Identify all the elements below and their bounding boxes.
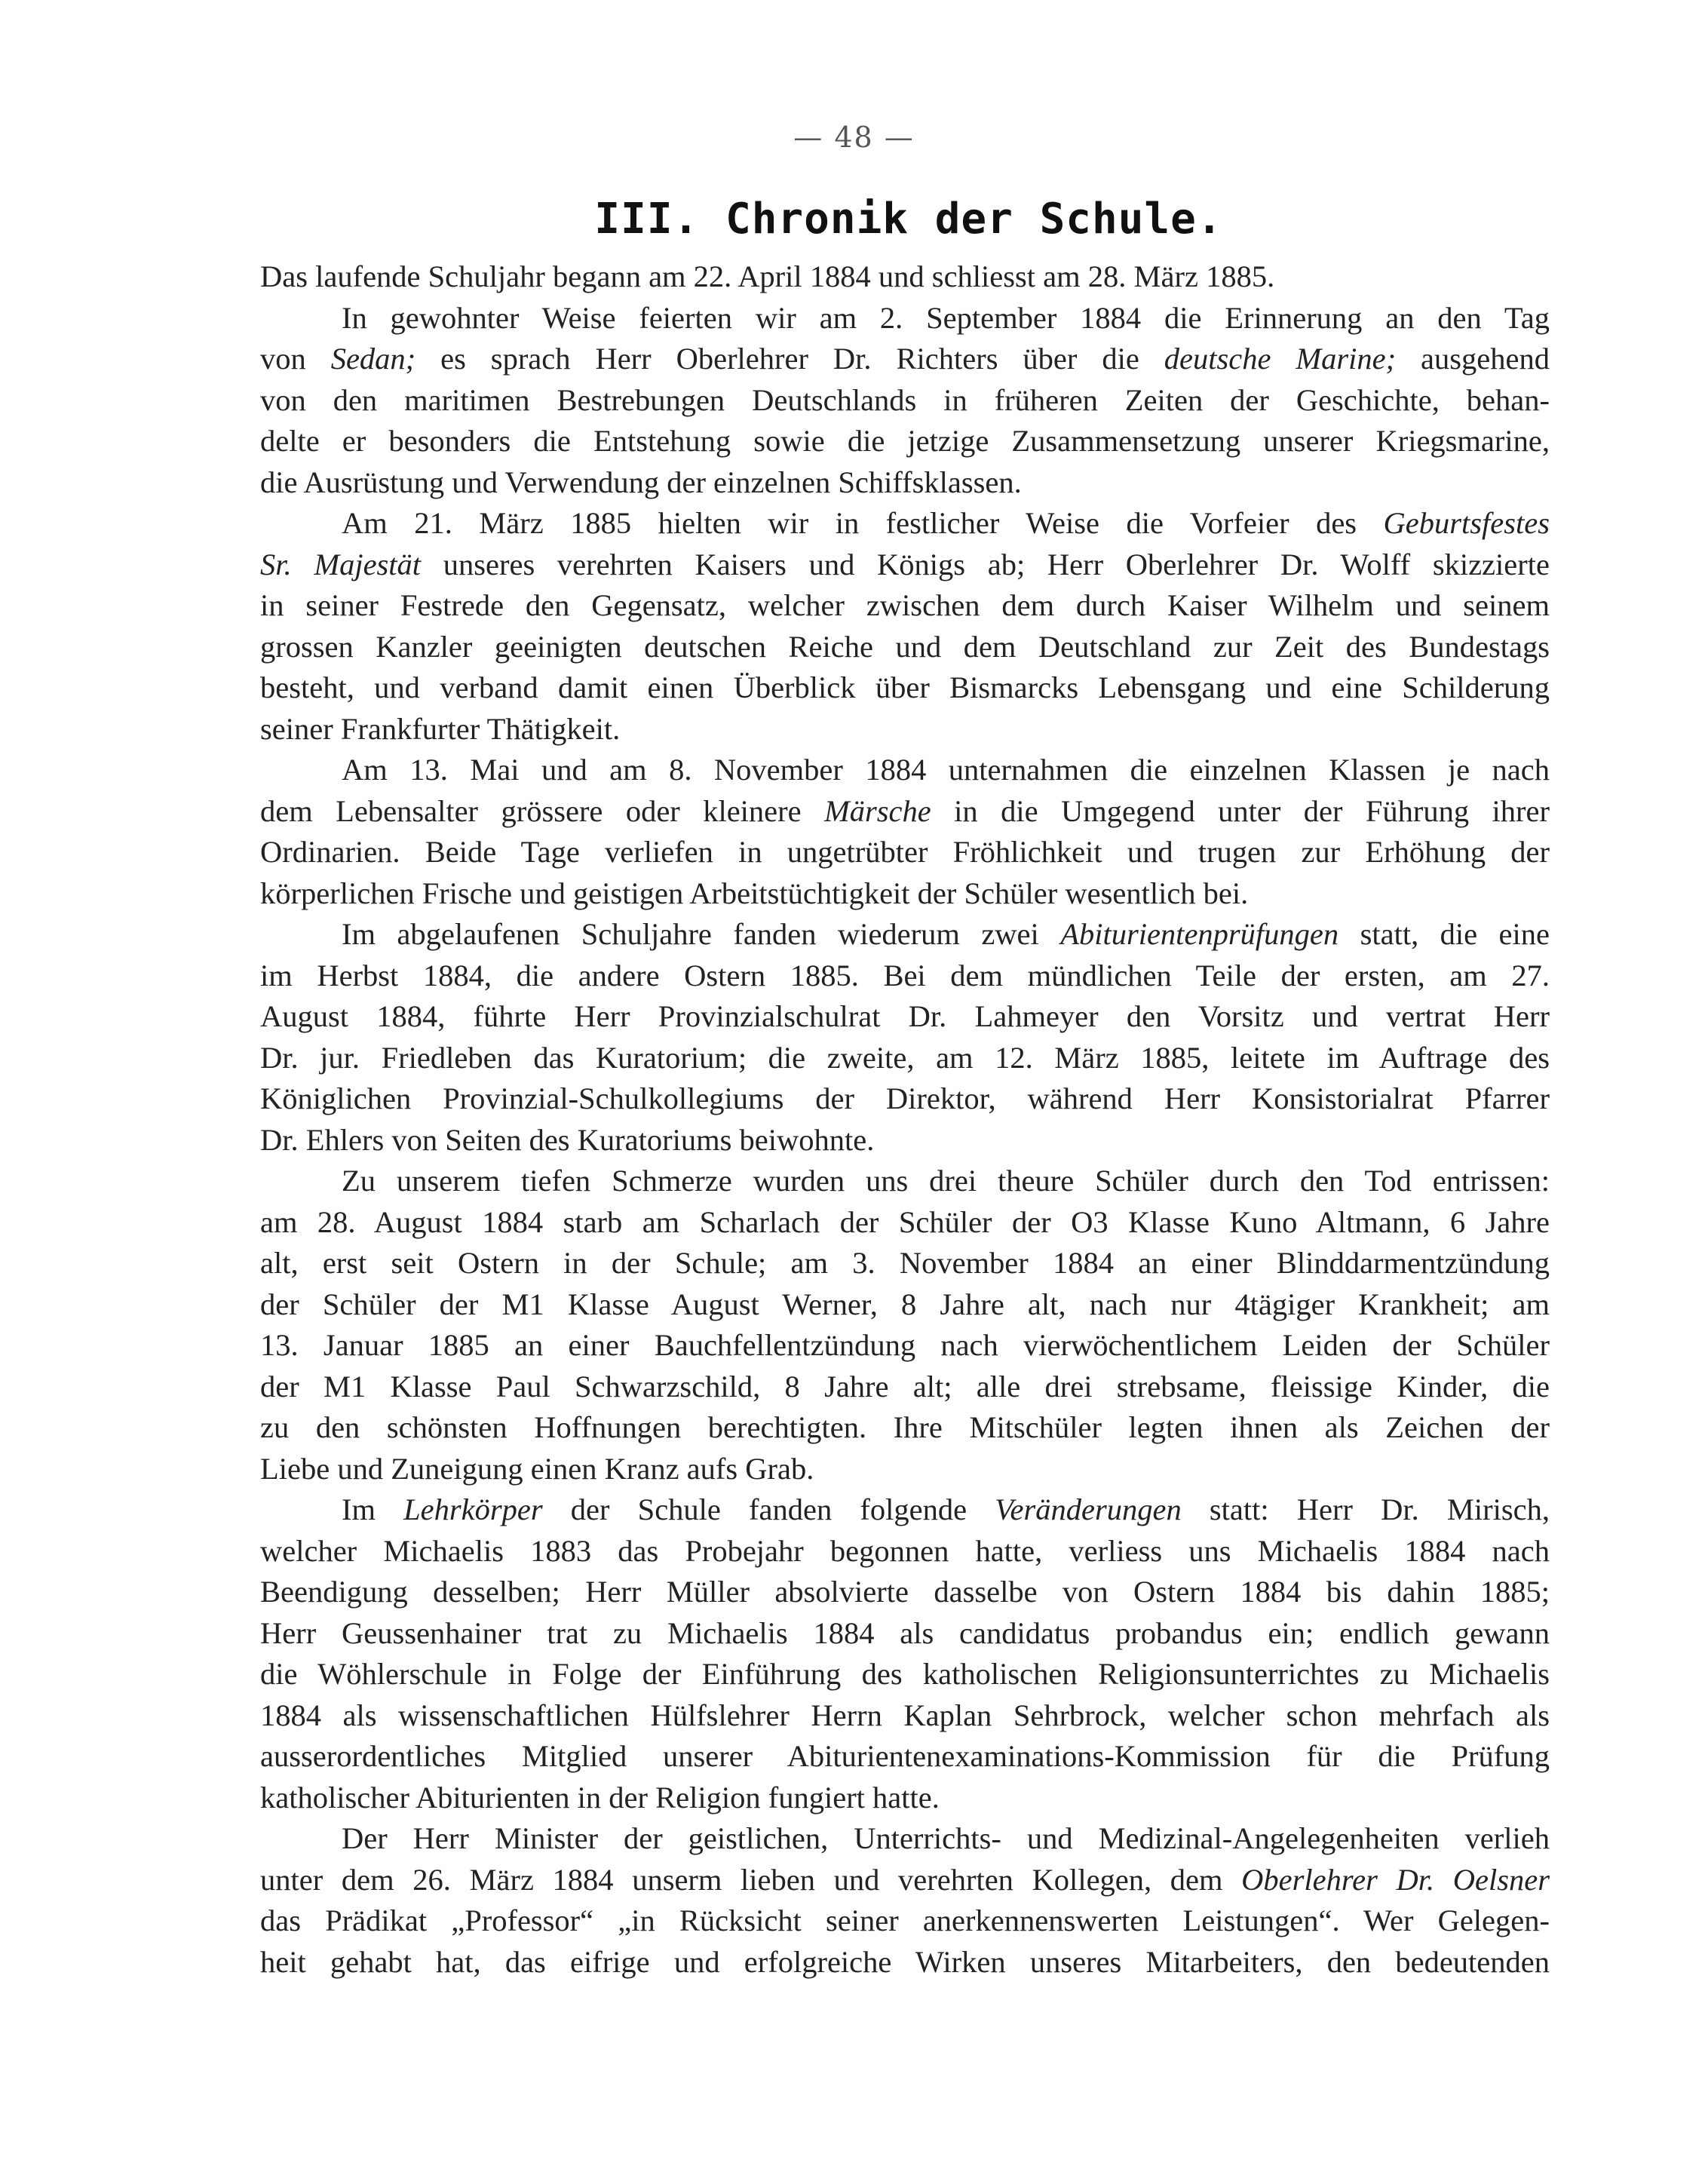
paragraph bbox=[260, 503, 1550, 750]
text-line: grossen Kanzler geeinigten deutschen Reiche und dem Deutschland zur Zeit des Bundestags bbox=[260, 629, 1550, 664]
paragraph bbox=[260, 750, 1550, 914]
emphasis: Märsche bbox=[824, 793, 931, 828]
text-line: das Prädikat „Professor“ „in Rücksicht seiner anerkennenswerten Leistungen“. Wer Gelegen- bbox=[260, 1903, 1550, 1937]
text-line: Im abgelaufenen Schuljahre fanden wiederum zwei Abiturientenprüfungen statt, die eine bbox=[342, 917, 1550, 951]
text-line: zu den schönsten Hoffnungen berechtigten. Ihre Mitschüler legten ihnen als Zeichen der bbox=[260, 1410, 1550, 1444]
emphasis: Lehrkörper bbox=[403, 1492, 543, 1526]
text-line: besteht, und verband damit einen Überblick über Bismarcks Lebensgang und eine Schilderung bbox=[260, 670, 1550, 704]
emphasis: deutsche Marine; bbox=[1164, 342, 1397, 376]
text-line: Der Herr Minister der geistlichen, Unterrichts- und Medizinal-Angelegenheiten verlieh bbox=[342, 1821, 1550, 1855]
text-line: Das laufende Schuljahr begann am 22. April 1884 und schliesst am 28. März 1885. bbox=[260, 259, 1275, 293]
paragraph bbox=[260, 1818, 1550, 1983]
text-line: Liebe und Zuneigung einen Kranz aufs Grab. bbox=[260, 1451, 814, 1486]
text-line: die Wöhlerschule in Folge der Einführung des katholischen Religionsunterrichtes zu Michaelis bbox=[260, 1657, 1550, 1691]
text-line: welcher Michaelis 1883 das Probejahr begonnen hatte, verliess uns Michaelis 1884 nach bbox=[260, 1533, 1550, 1568]
page-number: — 48 — bbox=[793, 121, 915, 154]
text-line: heit gehabt hat, das eifrige und erfolgreiche Wirken unseres Mitarbeiters, den bedeutenden bbox=[260, 1944, 1550, 1979]
text-line: Dr. Ehlers von Seiten des Kuratoriums beiwohnte. bbox=[260, 1122, 875, 1157]
text-line: Sr. Majestät unseres verehrten Kaisers und Königs ab; Herr Oberlehrer Dr. Wolff skizzierte bbox=[260, 547, 1550, 581]
text-line: die Ausrüstung und Verwendung der einzelnen Schiffsklassen. bbox=[260, 465, 1022, 499]
text-line: seiner Frankfurter Thätigkeit. bbox=[260, 711, 621, 746]
paragraph bbox=[260, 914, 1550, 1161]
text-line: am 28. August 1884 starb am Scharlach der Schüler der O3 Klasse Kuno Altmann, 6 Jahre bbox=[260, 1204, 1550, 1239]
text-line: Am 13. Mai und am 8. November 1884 unternahmen die einzelnen Klassen je nach bbox=[342, 753, 1550, 787]
text-line: Beendigung desselben; Herr Müller absolvierte dasselbe von Ostern 1884 bis dahin 1885; bbox=[260, 1575, 1550, 1609]
text-line: Königlichen Provinzial-Schulkollegiums der Direktor, während Herr Konsistorialrat Pfarrer bbox=[260, 1081, 1550, 1115]
text-line: 1884 als wissenschaftlichen Hülfslehrer Herrn Kaplan Sehrbrock, welcher schon mehrfach als bbox=[260, 1698, 1550, 1732]
emphasis: Abiturientenprüfungen bbox=[1060, 917, 1339, 951]
text-line: von Sedan; es sprach Herr Oberlehrer Dr. Richters über die deutsche Marine; ausgehend bbox=[260, 342, 1550, 376]
emphasis: Sedan; bbox=[330, 342, 416, 376]
text-line: körperlichen Frische und geistigen Arbeitstüchtigkeit der Schüler wesentlich bei. bbox=[260, 876, 1249, 910]
text-line: ausserordentliches Mitglied unserer Abiturientenexaminations-Kommission für die Prüfung bbox=[260, 1739, 1550, 1773]
text-line: Im Lehrkörper der Schule fanden folgende Veränderungen statt: Herr Dr. Mirisch, bbox=[342, 1492, 1550, 1526]
text-line: im Herbst 1884, die andere Ostern 1885. Bei dem mündlichen Teile der ersten, am 27. bbox=[260, 958, 1550, 992]
text-line: der M1 Klasse Paul Schwarzschild, 8 Jahre alt; alle drei strebsame, fleissige Kinder, die bbox=[260, 1369, 1550, 1403]
chronicle-body-text bbox=[260, 256, 1550, 1983]
paragraph bbox=[260, 256, 1550, 298]
paragraph bbox=[260, 1489, 1550, 1818]
paragraph bbox=[260, 1161, 1550, 1489]
chapter-title: III. Chronik der Schule. bbox=[594, 195, 1223, 244]
text-line: der Schüler der M1 Klasse August Werner, 8 Jahre alt, nach nur 4tägiger Krankheit; am bbox=[260, 1287, 1550, 1321]
text-line: delte er besonders die Entstehung sowie die jetzige Zusammensetzung unserer Kriegsmarine, bbox=[260, 424, 1550, 458]
text-line: Ordinarien. Beide Tage verliefen in ungetrübter Fröhlichkeit und trugen zur Erhöhung der bbox=[260, 835, 1550, 869]
text-line: In gewohnter Weise feierten wir am 2. September 1884 die Erinnerung an den Tag bbox=[342, 300, 1550, 335]
text-line: Herr Geussenhainer trat zu Michaelis 1884 als candidatus probandus ein; endlich gewann bbox=[260, 1615, 1550, 1650]
text-line: Am 21. März 1885 hielten wir in festlicher Weise die Vorfeier des Geburtsfestes bbox=[342, 506, 1550, 540]
text-line: unter dem 26. März 1884 unserm lieben und verehrten Kollegen, dem Oberlehrer Dr. Oelsner bbox=[260, 1862, 1550, 1897]
text-line: alt, erst seit Ostern in der Schule; am 3. November 1884 an einer Blinddarmentzündung bbox=[260, 1246, 1550, 1280]
text-line: katholischer Abiturienten in der Religion fungiert hatte. bbox=[260, 1780, 940, 1814]
emphasis: Geburtsfestes bbox=[1383, 506, 1550, 540]
text-line: Dr. jur. Friedleben das Kuratorium; die zweite, am 12. März 1885, leitete im Auftrage des bbox=[260, 1040, 1550, 1075]
text-line: von den maritimen Bestrebungen Deutschlands in früheren Zeiten der Geschichte, behan- bbox=[260, 382, 1550, 417]
text-line: dem Lebensalter grössere oder kleinere Märsche in die Umgegend unter der Führung ihrer bbox=[260, 793, 1550, 828]
emphasis: Sr. Majestät bbox=[260, 547, 422, 581]
emphasis: Oberlehrer Dr. Oelsner bbox=[1241, 1862, 1550, 1897]
emphasis: Veränderungen bbox=[995, 1492, 1182, 1526]
text-line: Zu unserem tiefen Schmerze wurden uns drei theure Schüler durch den Tod entrissen: bbox=[342, 1164, 1550, 1198]
paragraph bbox=[260, 298, 1550, 504]
text-line: 13. Januar 1885 an einer Bauchfellentzündung nach vierwöchentlichem Leiden der Schüler bbox=[260, 1328, 1550, 1362]
text-line: in seiner Festrede den Gegensatz, welcher zwischen dem durch Kaiser Wilhelm und seinem bbox=[260, 588, 1550, 622]
text-line: August 1884, führte Herr Provinzialschulrat Dr. Lahmeyer den Vorsitz und vertrat Herr bbox=[260, 999, 1550, 1033]
